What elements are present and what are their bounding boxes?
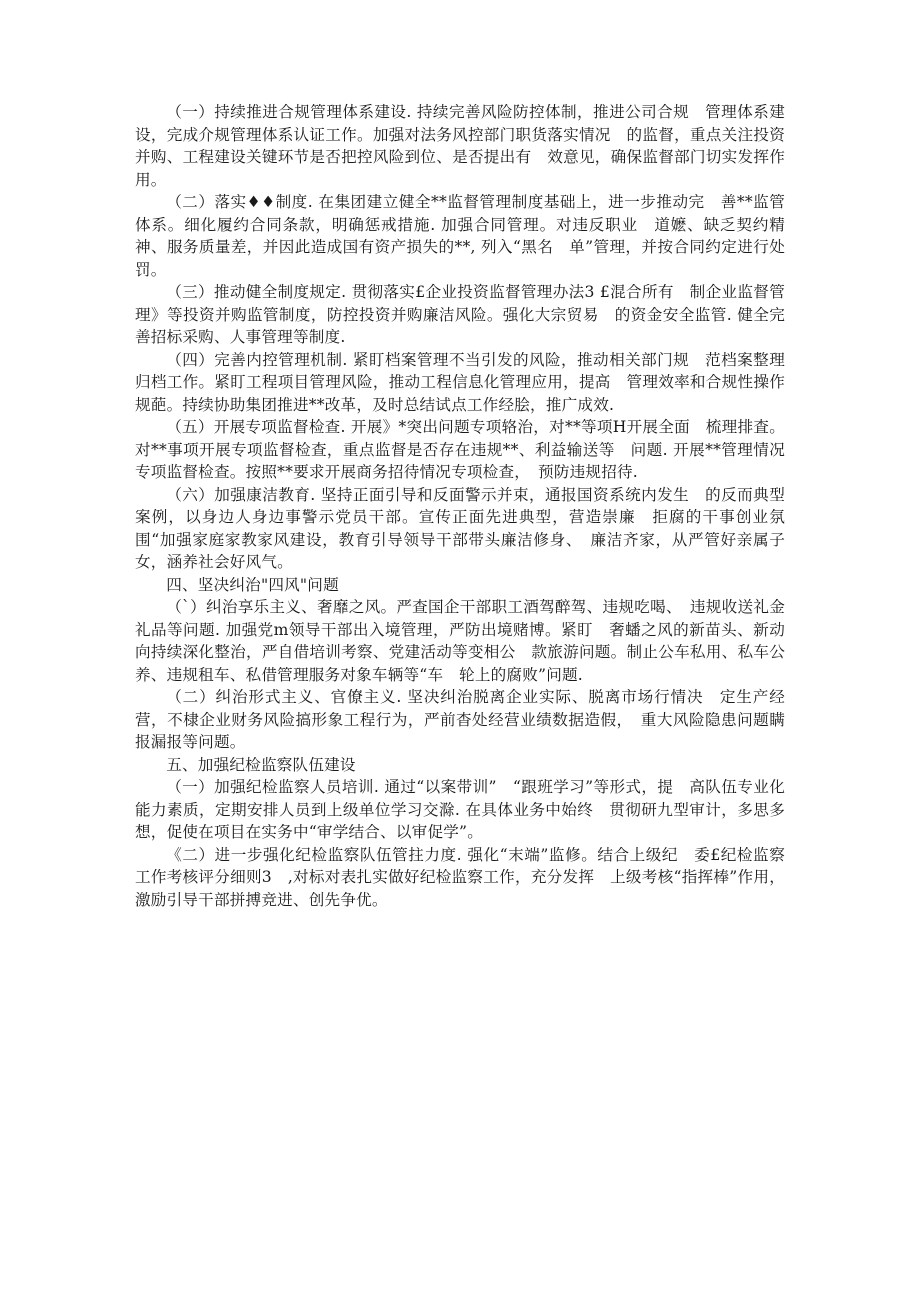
paragraph-integrity-education: （六）加强康洁教育. 坚持正面引导和反面警示并束，通报国资系统内发生 的反而典型案例，以身边人身边事警示党员干部。宣传正面先进典型，营造崇廉 拒腐的干事创业氛围“加强家庭家教家风建设，教育引导领导干部带头廉洁修身、 廉洁齐家，从严管好亲属子女，涵养社会好风气。 — [135, 485, 785, 571]
paragraph-compliance: （一）持续推进合规管理体系建设. 持续完善风险防控体制，推进公司合规 管理体系建设，完成介规管理体系认证工作。加强对法务风控部门职货落实情况 的监督，重点关注投资并购、工程建设关键环节是否把控风险到位、是否提出有 效意见，确保监督部门切实发挥作用。 — [135, 103, 785, 189]
paragraph-special-inspection: （五）开展专项监督检查. 开展》*突出问题专项辂治，对**等项H开展全面 梳理排査。对**事项开展专项监督检查，重点监督是否存在违规**、利益输送等 问题. 开展**管理情况专项监督检查。按照**要求开展商务招待情况专项检查， 预防违规招待. — [135, 418, 785, 481]
paragraph-training: （一）加强纪检监察人员培训. 通过“以案带训” “跟班学习”等形式，提 高队伍专业化能力素质，定期安排人员到上级单位学习交滁. 在具体业务中始终 贯彻研九型审计，多思多想，促使在项目在实务中“审学结合、以审促学”。 — [135, 778, 785, 841]
document-page — [135, 101, 785, 911]
paragraph-formalism: （二）纠治形式主义、官僚主义. 坚决纠治脱离企业实际、脱离市场行情决 定生产经营，不棣企业财务风险搞形象工程行为，严前杳处经营业绩数据造假， 重大风险隐患问题瞒报漏报等问题。 — [135, 688, 785, 751]
paragraph-internal-control: （四）完善内控管理机制. 紧盯档案管理不当引发的风险，推动相关部门规 范档案整理归档工作。紧盯工程项目管理风险，推动工程信息化管理应用，提高 管理效率和合规性操作规葩。持续协助集团推进**改革，及时总结试点工作经脍，推广成效. — [135, 350, 785, 414]
paragraph-rules: （三）推动健全制度规定. 贯彻落实£企业投资监督管理办法3 £混合所有 制企业监督管理》等投资并购监管制度，防控投资并购廉洁风险。强化大宗贸易 的资金安全监管. 健全完善招标采购、人事管理等制度. — [135, 283, 785, 346]
paragraph-system-implementation: （二）落实♦♦制度. 在集团建立健全**监督管理制度基础上，进一步推动完 善**监管体系。细化履约合同条款，明确惩戒措施. 加强合同管理。对违反职业 道嬷、缺乏契约精神、服务质量差，并因此造成国有资产损失的**, 列入“黑名 单”管理，并按合同约定进行处罚。 — [135, 193, 785, 279]
section-heading-team-building: 五、加强纪检监察队伍建设 — [166, 755, 356, 774]
paragraph-management: 《二）进一步强化纪检监察队伍管拄力度. 强化“末端”监修。结合上级纪 委£纪检监察工作考核评分细则3 ,对标对表扎实做好纪检监察工作，充分发挥 上级考核“指挥棒”作用，激励引导干部拼搏竞进、创先争优。 — [135, 845, 785, 909]
section-heading-four-winds: 四、坚决纠治"四风"问题 — [166, 575, 339, 594]
paragraph-hedonism: （ˋ）纠治享乐主义、奢靡之风。严查国企干部职工酒驾醉驾、违规吃喝、 违规收送礼金礼品等问题. 加强党m领导干部出入境管理，严防出境赌博。紧盯 奢蟠之风的新苗头、新动向持续深化整治，严自借培训考察、党建活动等变相公 款旅游问题。制止公车私用、私车公养、违规租车、私借管理服务对象车辆等“车 轮上的腐败”问题. — [135, 598, 785, 684]
